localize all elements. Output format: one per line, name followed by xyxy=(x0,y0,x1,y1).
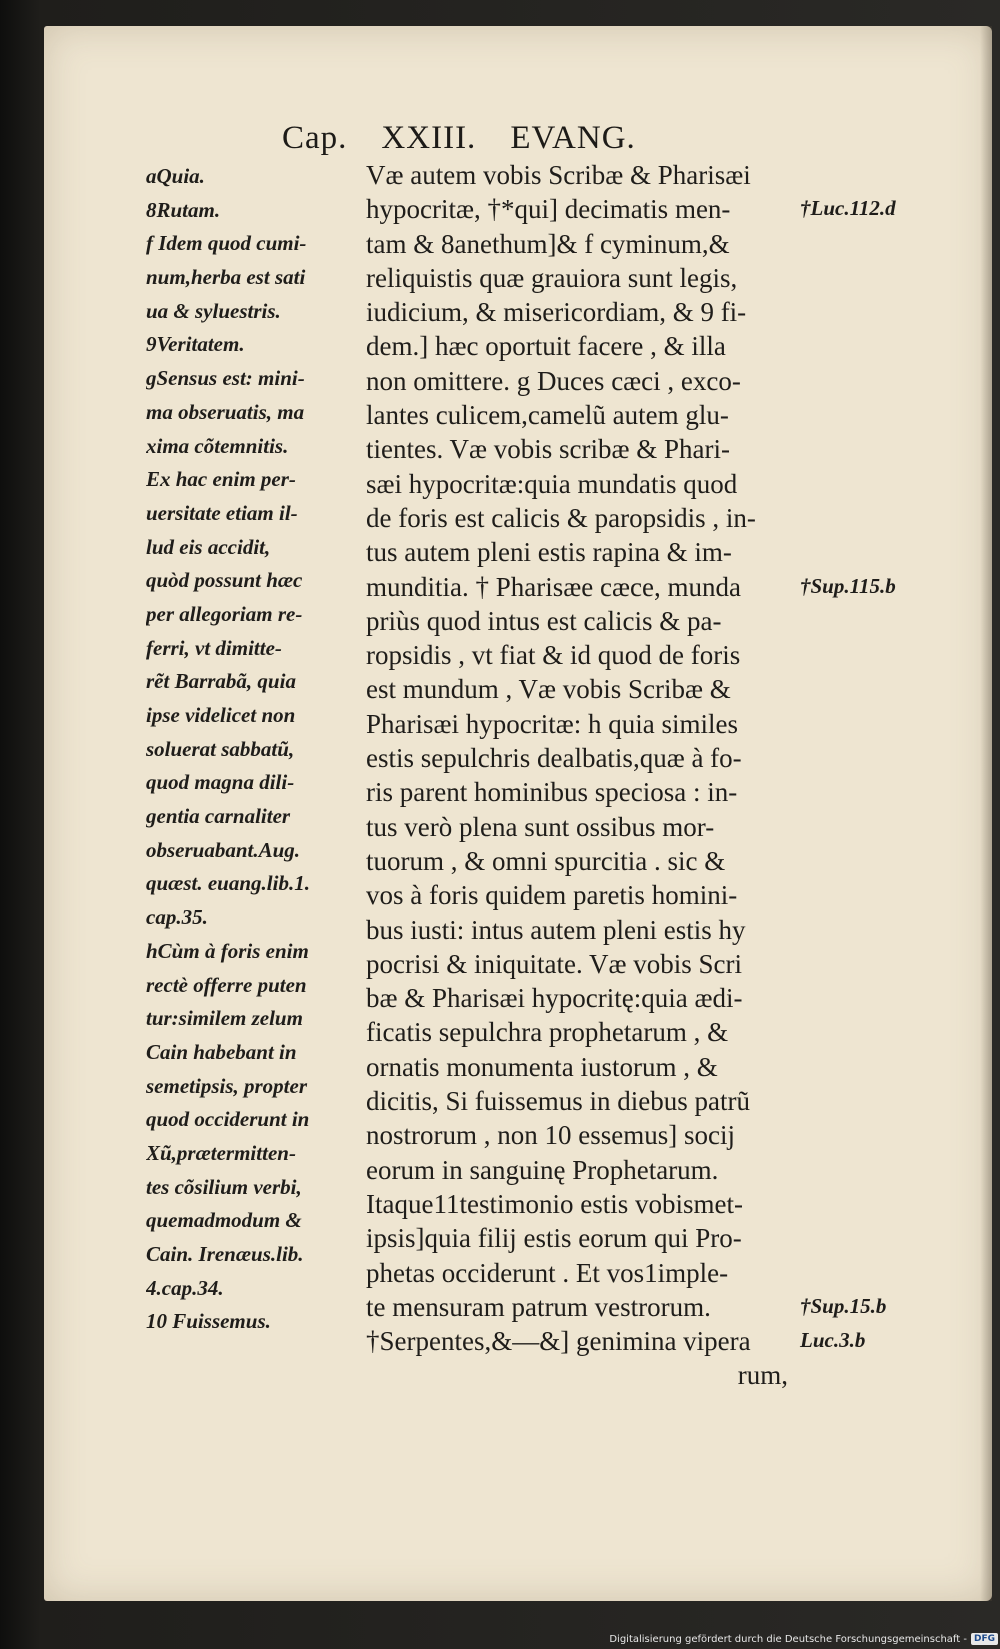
text-line: dem.] hæc oportuit facere , & illa xyxy=(366,331,726,362)
marginal-note-line: gentia carnaliter xyxy=(146,804,291,829)
marginal-note-line: cap.35. xyxy=(146,905,208,930)
text-line: eorum in sanguinę Prophetarum. xyxy=(366,1154,719,1185)
text-line: iudicium, & misericordiam, & 9 fi- xyxy=(366,297,747,328)
marginal-note-line: gSensus est: mini- xyxy=(146,366,305,391)
marginal-note-line: semetipsis, propter xyxy=(146,1073,307,1098)
text-line: non omittere. g Duces cæci , exco- xyxy=(366,365,741,396)
text-line: munditia. † Pharisæe cæce, munda xyxy=(366,571,741,602)
cross-reference: †Sup.115.b xyxy=(800,573,896,598)
text-line: bæ & Pharisæi hypocritę:quia ædi- xyxy=(366,983,743,1014)
marginal-note-line: rectè offerre puten xyxy=(146,972,307,997)
header-chapter-number: XXIII. xyxy=(381,120,477,156)
marginal-note-line: quemadmodum & xyxy=(146,1208,302,1233)
cross-reference: †Sup.15.b xyxy=(800,1293,887,1318)
marginal-note-line: ua & syluestris. xyxy=(146,298,281,323)
marginal-note-line: Xũ,prætermitten- xyxy=(146,1140,296,1165)
marginal-note-line: soluerat sabbatũ, xyxy=(146,736,295,761)
text-line: hypocritæ, †*qui] decimatis men- xyxy=(366,194,731,225)
text-line: tuorum , & omni spurcitia . sic & xyxy=(366,845,726,876)
page-edge-shadow xyxy=(980,26,992,1601)
marginal-note-line: ma obseruatis, ma xyxy=(146,399,305,424)
marginal-note-line: xima cõtemnitis. xyxy=(146,433,289,458)
marginal-note-line: 8Rutam. xyxy=(146,197,221,222)
text-line: vos à foris quidem paretis homini- xyxy=(366,880,738,911)
left-marginal-notes xyxy=(146,160,366,1339)
marginal-note-line: Ex hac enim per- xyxy=(146,467,296,492)
text-line: tientes. Væ vobis scribæ & Phari- xyxy=(366,434,730,465)
text-line: ropsidis , vt fiat & id quod de foris xyxy=(366,640,741,671)
text-line: Itaque11testimonio estis vobismet- xyxy=(366,1188,743,1219)
marginal-note-line: quod magna dili- xyxy=(146,770,295,795)
marginal-note-line: lud eis accidit, xyxy=(146,534,271,559)
marginal-note-line: uersitate etiam il- xyxy=(146,500,298,525)
marginal-note-line: ipse videlicet non xyxy=(146,703,296,727)
text-line: sæi hypocritæ:quia mundatis quod xyxy=(366,468,738,499)
header-chapter: Cap. xyxy=(282,120,348,156)
text-line: ficatis sepulchra prophetarum , & xyxy=(366,1017,729,1048)
text-line: bus iusti: intus autem pleni estis hy xyxy=(366,914,746,945)
marginal-note-line: obseruabant.Aug. xyxy=(146,837,301,862)
cross-reference: Luc.3.b xyxy=(800,1328,866,1353)
marginal-note-line: f Idem quod cumi- xyxy=(146,231,307,256)
marginal-note-line: tur:similem zelum xyxy=(146,1006,303,1031)
text-line: tus autem pleni estis rapina & im- xyxy=(366,537,732,568)
marginal-note-line: 9Veritatem. xyxy=(146,332,245,357)
marginal-note-line: ferri, vt dimitte- xyxy=(146,635,282,660)
text-line: est mundum , Væ vobis Scribæ & xyxy=(366,674,731,705)
text-line: ris parent hominibus speciosa : in- xyxy=(366,777,738,808)
text-line: lantes culicem,camelũ autem glu- xyxy=(366,400,729,431)
digitization-credit xyxy=(609,1631,998,1647)
text-line: priùs quod intus est calicis & pa- xyxy=(366,605,722,636)
marginal-note-line: quæst. euang.lib.1. xyxy=(146,871,310,896)
marginal-note-line: hCùm à foris enim xyxy=(146,938,309,963)
running-header xyxy=(282,120,742,160)
main-text-column xyxy=(366,158,816,1393)
text-line: Væ autem vobis Scribæ & Pharisæi xyxy=(366,160,751,190)
marginal-note-line: aQuia. xyxy=(146,164,205,188)
text-line: Pharisæi hypocritæ: h quia similes xyxy=(366,708,738,739)
text-line: tam & 8anethum]& f cyminum,& xyxy=(366,228,730,259)
text-line: tus verò plena sunt ossibus mor- xyxy=(366,811,715,842)
text-line: te mensuram patrum vestrorum. xyxy=(366,1291,711,1322)
marginal-note-line: quod occiderunt in xyxy=(146,1107,310,1132)
marginal-note-line: Cain. Irenæus.lib. xyxy=(146,1242,304,1266)
text-line: estis sepulchris dealbatis,quæ à fo- xyxy=(366,743,742,774)
marginal-note-line: rẽt Barrabã, quia xyxy=(146,669,296,694)
marginal-note-line: num,herba est sati xyxy=(146,265,306,290)
catchword: rum, xyxy=(737,1360,788,1391)
text-line: de foris est calicis & paropsidis , in- xyxy=(366,502,756,533)
cross-reference: †Luc.112.d xyxy=(800,196,896,221)
credit-text: Digitalisierung gefördert durch die Deutsche Forschungsgemeinschaft - xyxy=(609,1633,967,1645)
marginal-note-line: quòd possunt hæc xyxy=(146,568,303,593)
marginal-note-line: tes cõsilium verbi, xyxy=(146,1174,302,1199)
marginal-note-line: per allegoriam re- xyxy=(146,601,303,626)
marginal-note-line: 4.cap.34. xyxy=(146,1275,224,1300)
marginal-note-line: 10 Fuissemus. xyxy=(146,1309,271,1334)
text-line: ornatis monumenta iustorum , & xyxy=(366,1051,718,1082)
text-line: †Serpentes,&—&] genimina vipera xyxy=(366,1326,751,1357)
text-line: dicitis, Si fuissemus in diebus patrũ xyxy=(366,1086,750,1117)
text-line: phetas occiderunt . Et vos1imple- xyxy=(366,1257,729,1288)
header-book: EVANG. xyxy=(510,120,636,156)
dfg-logo: DFG xyxy=(971,1633,998,1645)
marginal-note-line: Cain habebant in xyxy=(146,1039,297,1064)
text-line: pocrisi & iniquitate. Væ vobis Scri xyxy=(366,948,742,979)
text-line: reliquistis quæ grauiora sunt legis, xyxy=(366,262,738,293)
text-line: nostrorum , non 10 essemus] socij xyxy=(366,1120,735,1151)
text-line: ipsis]quia filij estis eorum qui Pro- xyxy=(366,1223,742,1254)
